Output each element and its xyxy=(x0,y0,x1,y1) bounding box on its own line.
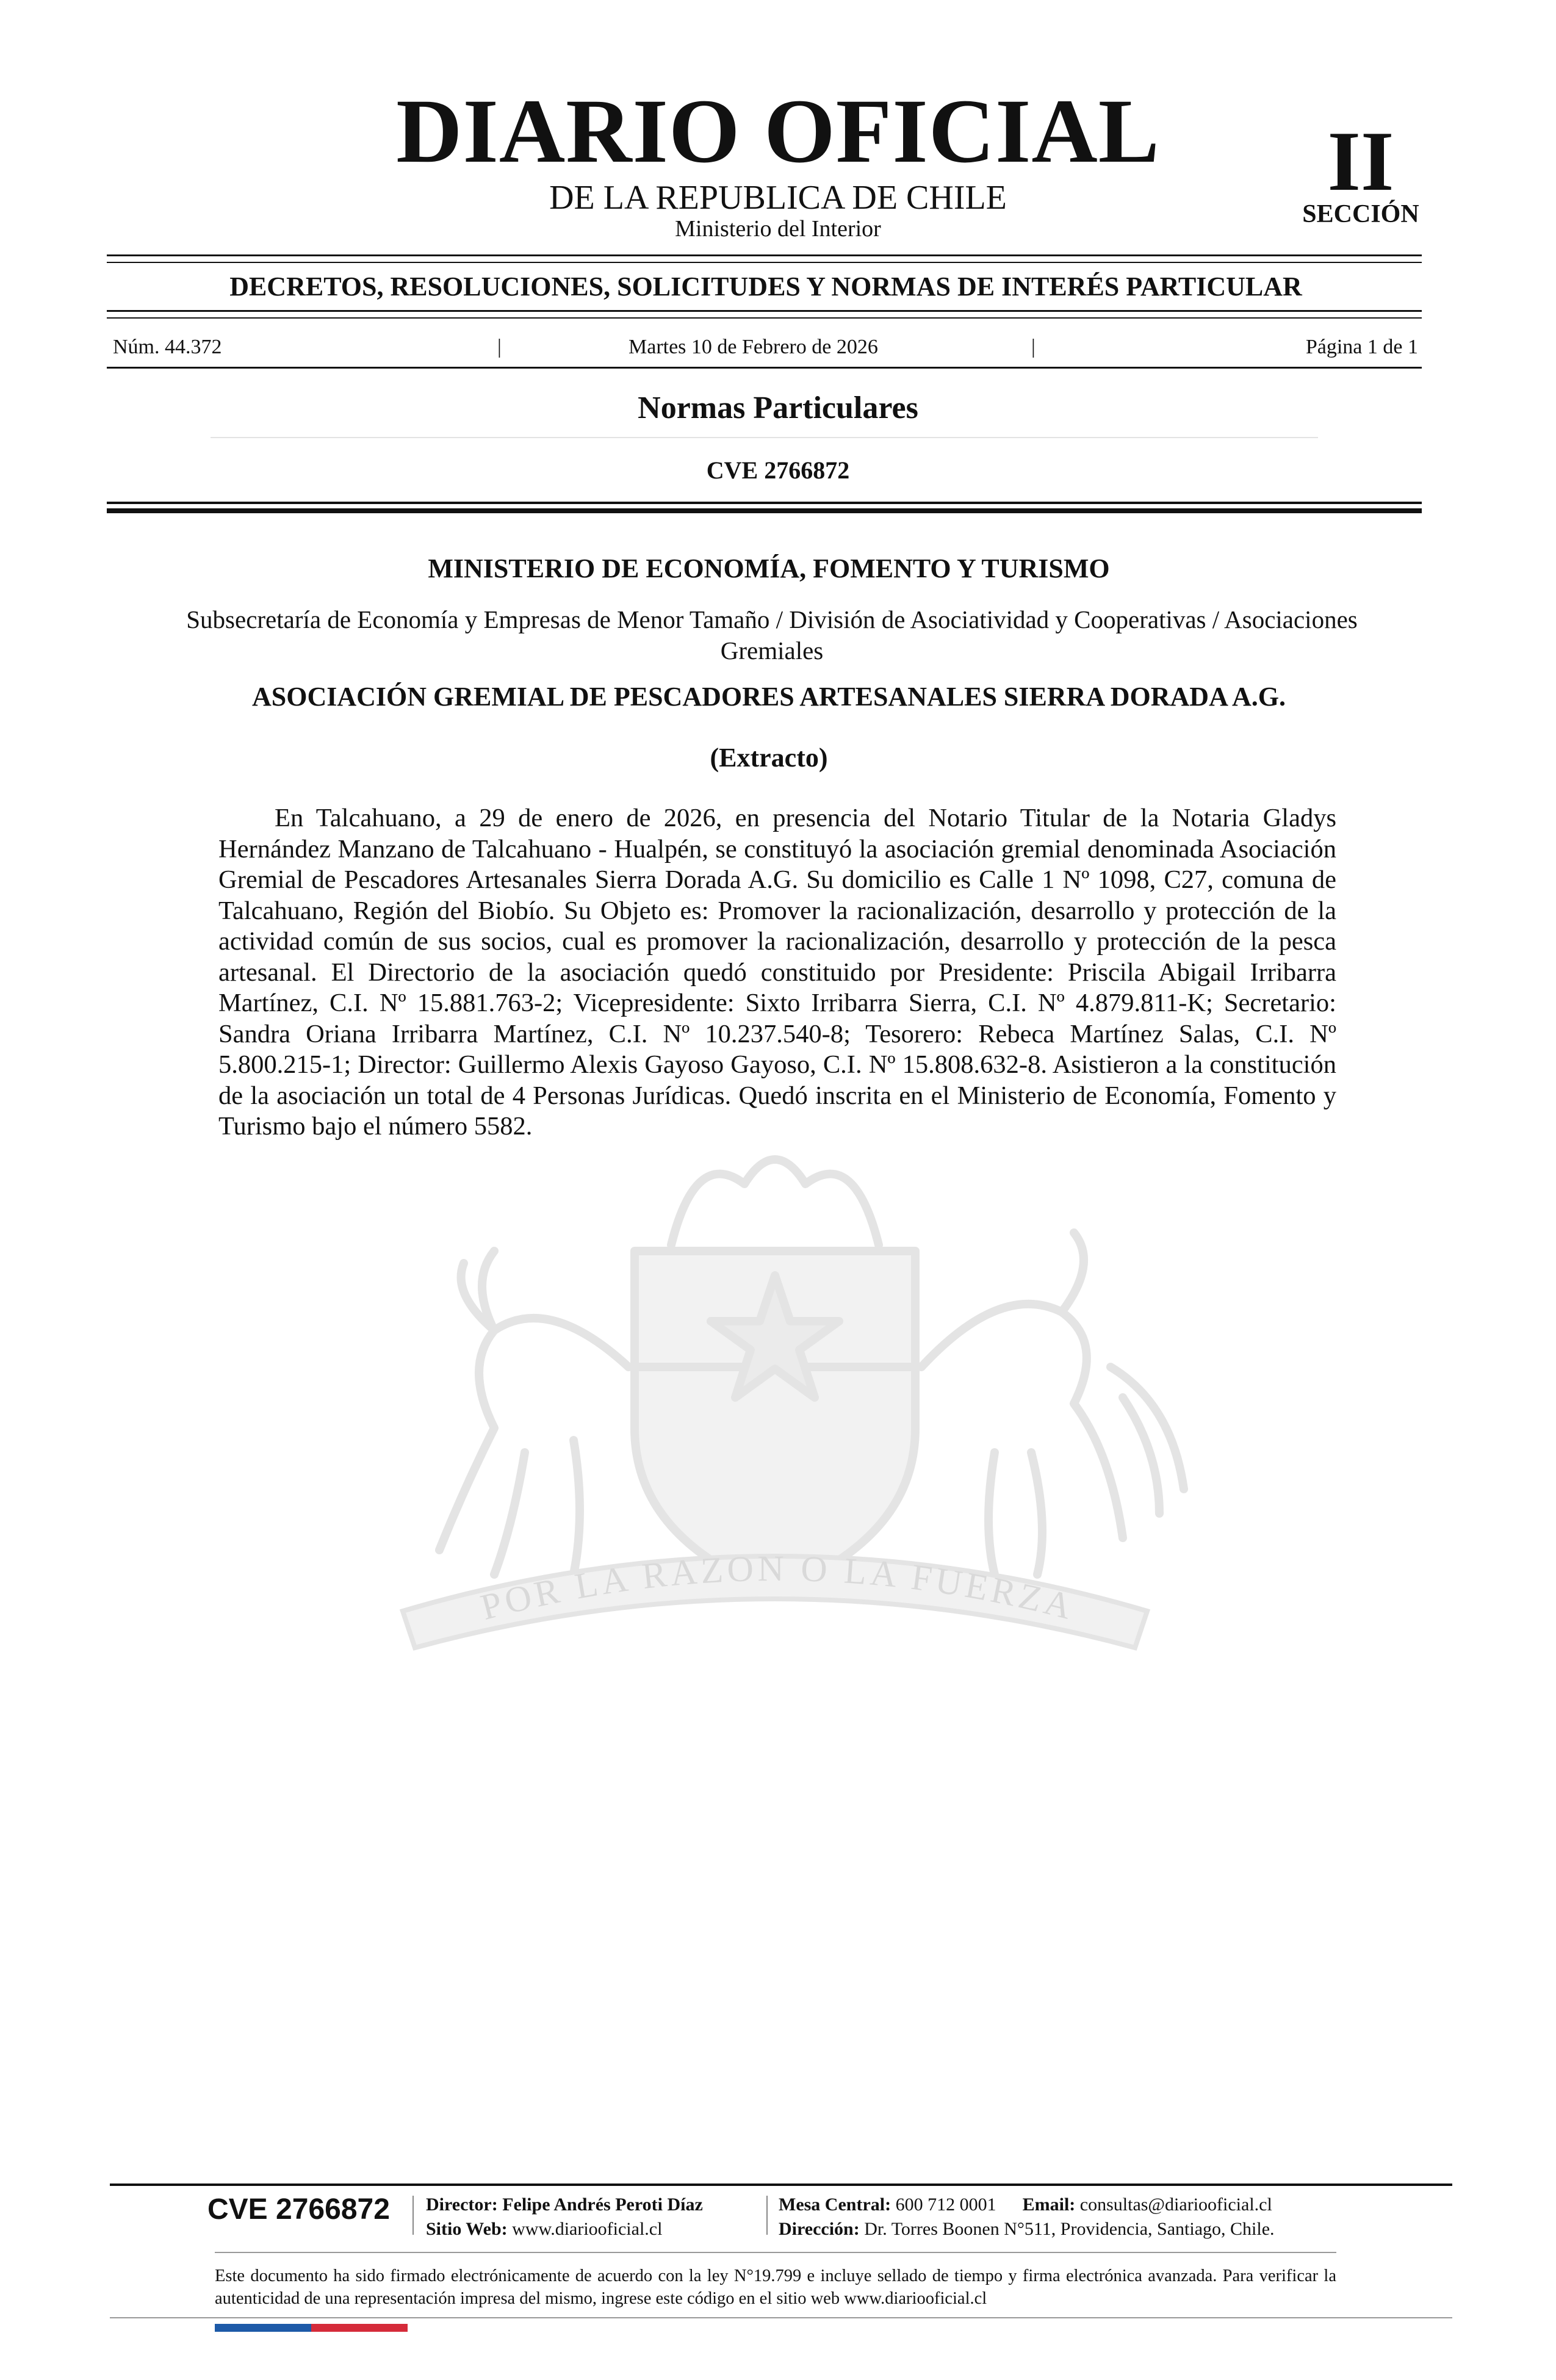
section-title: Normas Particulares xyxy=(638,391,918,425)
flag-stripe-red xyxy=(311,2324,408,2332)
director-name: Felipe Andrés Peroti Díaz xyxy=(502,2194,703,2215)
issue-number: Núm. 44.372 xyxy=(113,336,222,358)
masthead-rule-top-thin xyxy=(107,262,1422,263)
flag-stripe-blue xyxy=(215,2324,311,2332)
footer-director xyxy=(426,2196,703,2214)
body-paragraph: En Talcahuano, a 29 de enero de 2026, en presencia del Notario Titular de la Notaria Gladys Hernández Manzano de Talcahuano - Hualpén, se constituyó la asociación gremial denominada Asociación Gremial de Pescadores Artesanales Sierra Dorada A.G. Su domicilio es Calle 1 Nº 1098, C27, comuna de Talcahuano, Región del Biobío. Su Objeto es: Promover la racionalización, desarrollo y protección de la actividad común de sus socios, cual es promover la racionalización, desarrollo y protección de la pesca artesanal. El Directorio de la asociación quedó constituido por Presidente: Priscila Abigail Irribarra Martínez, C.I. Nº 15.881.763-2; Vicepresidente: Sixto Irribarra Sierra, C.I. Nº 4.879.811-K; Secretario: Sandra Oriana Irribarra Martínez, C.I. Nº 10.237.540-8; Tesorero: Rebeca Martínez Salas, C.I. Nº 5.800.215-1; Director: Guillermo Alexis Gayoso Gayoso, C.I. Nº 15.808.632-8. Asistieron a la constitución de la asociación un total de 4 Personas Jurídicas. Quedó inscrita en el Ministerio de Economía, Fomento y Turismo bajo el número 5582. xyxy=(218,804,1336,1141)
issue-page: Página 1 de 1 xyxy=(1305,336,1418,358)
category-rule-2 xyxy=(107,317,1422,319)
footer-website xyxy=(426,2220,662,2238)
footer-rule-bottom xyxy=(110,2317,1452,2318)
masthead-subtitle: DE LA REPUBLICA DE CHILE xyxy=(549,179,1007,217)
issue-separator: | xyxy=(1031,336,1036,358)
footer-cve: CVE 2766872 xyxy=(207,2193,390,2226)
footer-divider xyxy=(766,2196,768,2235)
coat-of-arms-watermark xyxy=(207,1111,1342,1660)
email-label: Email: xyxy=(1022,2194,1076,2215)
footer-rule-top xyxy=(110,2183,1452,2186)
footer-legal-notice: Este documento ha sido firmado electrónicamente de acuerdo con la ley N°19.799 e incluye sellado de tiempo y firma electrónica avanzada. Para verificar la autenticidad de una representación impresa del mismo, ingrese este código en el sitio web www.diariooficial.cl xyxy=(215,2266,1336,2308)
flag-stripe xyxy=(215,2324,408,2332)
section-title-underline xyxy=(211,437,1318,438)
masthead-ministry: Ministerio del Interior xyxy=(675,216,881,242)
sub-agency: Subsecretaría de Economía y Empresas de Menor Tamaño / División de Asociatividad y Cooperativas / Asociaciones Gremiales xyxy=(186,605,1358,665)
cve-rule-2 xyxy=(107,508,1422,513)
svg-text:POR LA RAZON O LA FUERZA: POR LA RAZON O LA FUERZA xyxy=(477,1548,1079,1628)
issue-rule xyxy=(107,367,1422,369)
address-label: Dirección: xyxy=(779,2219,860,2239)
masthead-rule-top xyxy=(107,254,1422,256)
issue-separator: | xyxy=(497,336,502,358)
section-numeral: II xyxy=(1327,114,1394,209)
section-label: SECCIÓN xyxy=(1302,200,1419,228)
website-link[interactable]: www.diariooficial.cl xyxy=(512,2219,663,2239)
footer-contact xyxy=(779,2196,1272,2214)
issue-date: Martes 10 de Febrero de 2026 xyxy=(629,336,878,358)
cve-rule-1 xyxy=(107,502,1422,504)
footer-address xyxy=(779,2220,1275,2238)
cve-header: CVE 2766872 xyxy=(706,456,850,484)
category-rule-1 xyxy=(107,310,1422,312)
masthead-title: DIARIO OFICIAL xyxy=(396,81,1160,182)
mesa-value: 600 712 0001 xyxy=(895,2194,996,2215)
footer-rule-middle xyxy=(215,2252,1336,2253)
address-value: Dr. Torres Boonen N°511, Providencia, Santiago, Chile. xyxy=(864,2219,1275,2239)
website-label: Sitio Web: xyxy=(426,2219,508,2239)
footer-divider xyxy=(412,2196,414,2235)
email-link[interactable]: consultas@diariooficial.cl xyxy=(1079,2194,1272,2215)
mesa-label: Mesa Central: xyxy=(779,2194,891,2215)
association-name: ASOCIACIÓN GREMIAL DE PESCADORES ARTESANALES SIERRA DORADA A.G. xyxy=(251,682,1286,712)
category-heading: DECRETOS, RESOLUCIONES, SOLICITUDES Y NORMAS DE INTERÉS PARTICULAR xyxy=(229,272,1302,301)
extract-label: (Extracto) xyxy=(710,743,828,773)
director-label: Director: xyxy=(426,2194,498,2215)
ministry-name: MINISTERIO DE ECONOMÍA, FOMENTO Y TURISMO xyxy=(428,554,1110,583)
